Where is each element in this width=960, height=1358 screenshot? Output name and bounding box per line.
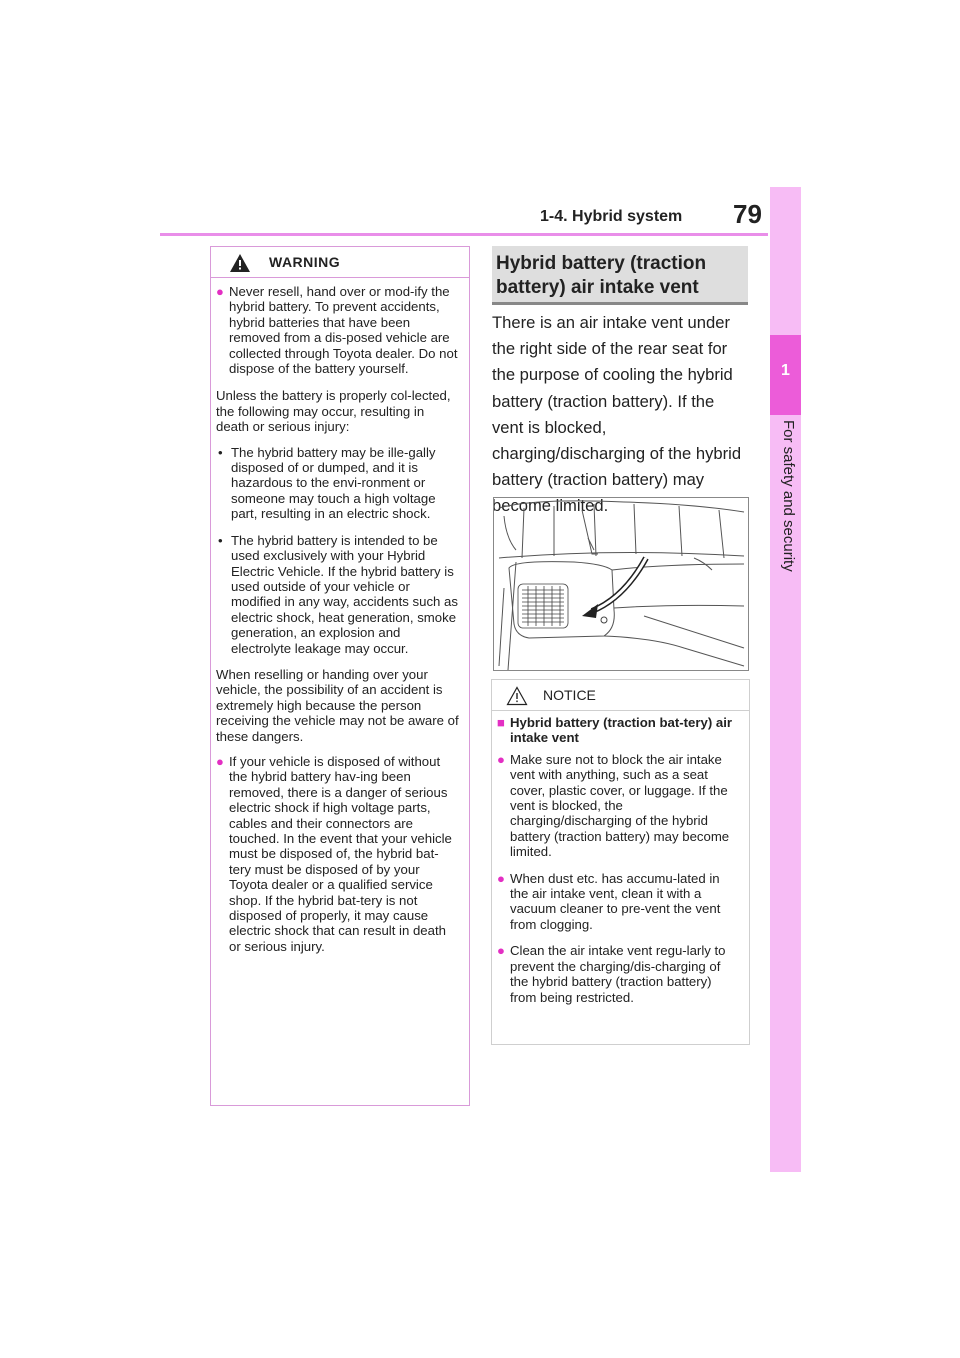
notice-triangle-icon <box>506 686 528 706</box>
intro-paragraph: There is an air intake vent under the right side of the rear seat for the purpose of cooling the hybrid battery (traction battery). If the vent is blocked, charging/discharging of the hybrid battery (traction battery) may become limited. <box>492 313 742 516</box>
notice-bullet-text: Make sure not to block the air intake vent with anything, such as a seat cover, plastic cover, or luggage. If the vent is blocked, the charging/discharging of the hybrid battery (traction battery) may become limited. <box>510 751 730 860</box>
chapter-number: 1 <box>781 362 790 379</box>
dash-bullet-icon: • <box>218 532 223 548</box>
warning-paragraph: When reselling or handing over your vehicle, the possibility of an accident is extremely high because the person receiving the vehicle may not be aware of these dangers. <box>216 666 459 744</box>
bullet-icon: ● <box>497 870 505 886</box>
section-header-title: 1-4. Hybrid system <box>540 208 683 225</box>
dash-bullet-icon: • <box>218 444 223 460</box>
warning-dash-item <box>218 445 459 522</box>
air-intake-vent-illustration <box>493 497 749 671</box>
warning-dash-text: The hybrid battery may be ille-gally disposed of or dumped, and it is hazardous to the envi-ronment or someone may touch a high voltage part, resulting in an electric shock. <box>231 444 436 522</box>
warning-dash-item <box>218 533 459 656</box>
warning-header <box>211 247 469 278</box>
notice-subheading-text: Hybrid battery (traction bat-tery) air intake vent <box>510 715 733 746</box>
notice-body <box>492 711 749 1005</box>
bullet-icon: ● <box>497 943 505 959</box>
notice-bullet <box>497 871 741 933</box>
notice-bullet <box>497 752 741 860</box>
page-number: 79 <box>733 199 762 229</box>
notice-subheading <box>497 715 741 746</box>
notice-title: NOTICE <box>543 687 596 703</box>
warning-title: WARNING <box>269 254 341 270</box>
header-rule <box>160 233 768 236</box>
section-heading-text: Hybrid battery (traction battery) air intake vent <box>496 253 707 298</box>
warning-bullet <box>216 754 459 954</box>
vent-line-drawing <box>494 498 748 670</box>
notice-bullet <box>497 943 741 1005</box>
notice-bullet-text: Clean the air intake vent regu-larly to prevent the charging/dis-charging of the hybrid battery (traction battery) from being restricted. <box>510 943 726 1005</box>
notice-header <box>492 680 749 711</box>
bullet-icon: ● <box>497 751 505 767</box>
warning-bullet-text: If your vehicle is disposed of without the hybrid battery hav-ing been removed, there is a danger of serious electric shock if high voltage parts, cables and their connectors are touched. In the event that your vehicle must be disposed of, the hybrid bat-tery must be disposed of by your Toyota dealer or a qualified service shop. If the hybrid bat-tery is not disposed of properly, it may cause electric shock that can result in death or serious injury. <box>229 753 452 954</box>
warning-bullet-text: Never resell, hand over or mod-ify the hybrid battery. To prevent accidents, hybrid batteries that have been removed from a dis-posed vehicle are collected through Toyota dealer. Do not dispose of the battery yourself. <box>229 284 458 377</box>
warning-body <box>211 278 469 954</box>
notice-bullet-text: When dust etc. has accumu-lated in the air intake vent, clean it with a vacuum cleaner to pre-vent the vent from clogging. <box>510 870 721 932</box>
notice-box <box>491 679 750 1045</box>
warning-box <box>210 246 470 1106</box>
bullet-icon: ● <box>216 284 224 299</box>
section-heading <box>492 246 748 305</box>
square-bullet-icon: ■ <box>497 715 505 730</box>
warning-bullet <box>216 284 459 376</box>
warning-triangle-icon <box>229 253 251 273</box>
warning-dash-text: The hybrid battery is intended to be used exclusively with your Hybrid Electric Vehicle. If the hybrid battery is used outside of your vehicle or modified in any way, accidents such as electric shock, heat generation, smoke generation, an explosion and electrolyte leakage may occur. <box>231 532 458 656</box>
chapter-label: For safety and security <box>780 420 797 572</box>
chapter-number-box[interactable] <box>770 335 801 415</box>
bullet-icon: ● <box>216 753 224 769</box>
warning-paragraph: Unless the battery is properly col-lected, the following may occur, resulting in death or serious injury: <box>216 388 451 435</box>
